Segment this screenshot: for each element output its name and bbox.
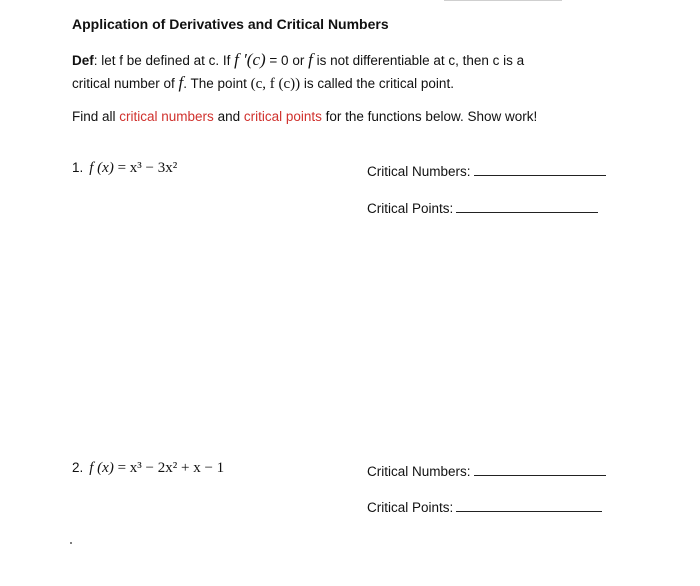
problem-1-function [89, 160, 177, 176]
definition-text-2b: . The point [183, 76, 251, 91]
equals-zero-text: = 0 or [265, 53, 309, 68]
problem-1-critical-numbers-blank[interactable] [474, 162, 606, 176]
critical-points-highlight: critical points [243, 109, 322, 124]
problem-2-critical-numbers-blank[interactable] [474, 462, 606, 476]
definition-line-1 [72, 50, 524, 70]
page-title: Application of Derivatives and Critical Numbers [72, 16, 389, 32]
definition-text-1a: : let f be defined at c. If [93, 53, 235, 68]
problem-1-critical-points [367, 199, 598, 216]
top-divider [444, 0, 562, 1]
definition-label: Def [72, 53, 94, 68]
problem-2-function [89, 460, 224, 476]
instructions [72, 109, 537, 124]
problem-1-critical-numbers [367, 162, 606, 179]
definition-text-2c: is called the critical point. [300, 76, 454, 91]
f-prime-expression: f ′(c) [234, 50, 266, 69]
problem-1 [72, 160, 177, 177]
problem-2-critical-points-label: Critical Points: [367, 500, 454, 515]
f-symbol-2: f [178, 73, 184, 92]
problem-2-rhs: = x³ − 2x² + x − 1 [113, 460, 225, 476]
problem-1-number: 1. [72, 160, 84, 175]
definition-line-2 [72, 73, 454, 93]
instructions-before: Find all [72, 109, 120, 124]
instructions-after: for the functions below. Show work! [321, 109, 538, 124]
problem-2-critical-numbers-label: Critical Numbers: [367, 464, 471, 479]
problem-2-critical-points [367, 498, 602, 515]
problem-1-critical-points-blank[interactable] [456, 199, 598, 213]
problem-1-lhs: f (x) [89, 160, 114, 176]
definition-text-1b: is not differentiable at c, then c is a [312, 53, 525, 68]
problem-2 [72, 460, 224, 477]
problem-1-rhs: = x³ − 3x² [113, 160, 178, 176]
definition-text-2a: critical number of [72, 76, 179, 91]
instructions-and: and [213, 109, 244, 124]
problem-2-critical-numbers [367, 462, 606, 479]
problem-2-critical-points-blank[interactable] [456, 498, 602, 512]
f-symbol: f [308, 50, 313, 69]
critical-point-expression: (c, f (c)) [250, 76, 301, 92]
problem-2-lhs: f (x) [89, 460, 114, 476]
problem-1-critical-points-label: Critical Points: [367, 201, 454, 216]
critical-numbers-highlight: critical numbers [119, 109, 214, 124]
problem-1-critical-numbers-label: Critical Numbers: [367, 164, 471, 179]
problem-2-number: 2. [72, 460, 84, 475]
stray-dot [70, 542, 72, 544]
